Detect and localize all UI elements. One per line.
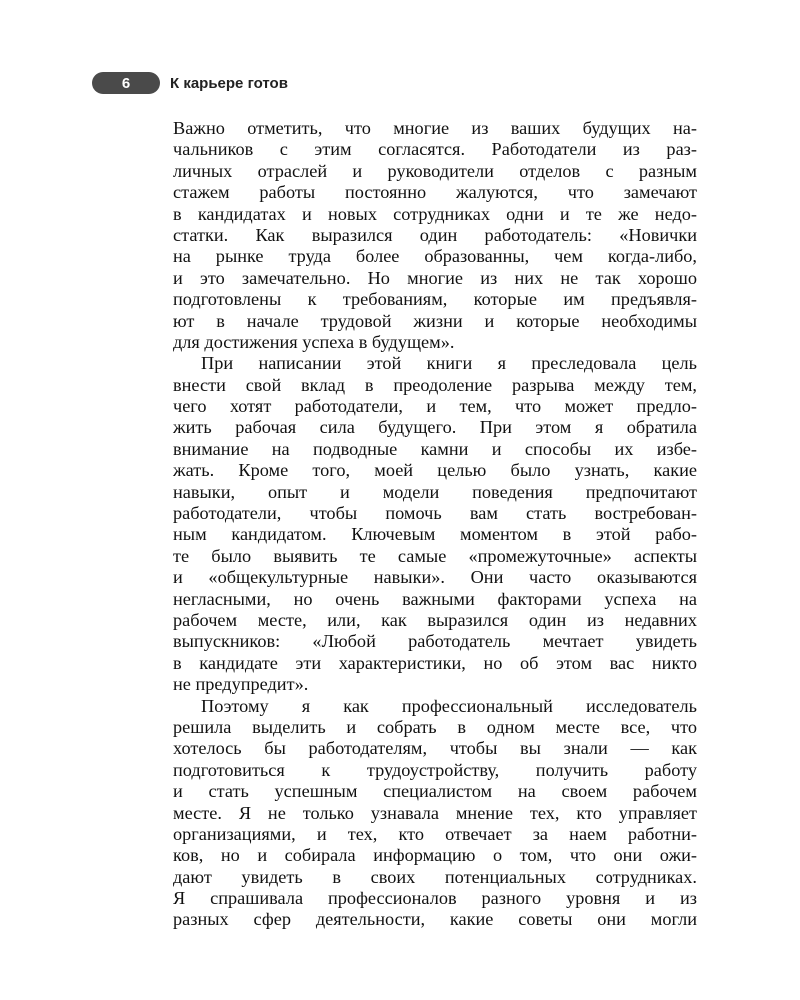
text-line: в кандидате эти характеристики, но об этом вас никто	[173, 652, 697, 673]
text-line: и стать успешным специалистом на своем рабочем	[173, 781, 697, 802]
text-line: статки. Как выразился один работодатель: «Новички	[173, 224, 697, 245]
text-line: жить рабочая сила будущего. При этом я обратила	[173, 417, 697, 438]
text-line: на рынке труда более образованны, чем когда-либо,	[173, 246, 697, 267]
body-text	[173, 118, 697, 931]
text-line: работодатели, чтобы помочь вам стать востребован-	[173, 503, 697, 524]
text-line: личных отраслей и руководители отделов с разным	[173, 160, 697, 181]
text-line: внимание на подводные камни и способы их избе-	[173, 438, 697, 459]
text-line: подготовиться к трудоустройству, получить работу	[173, 759, 697, 780]
text-line: разных сфер деятельности, какие советы они могли	[173, 909, 697, 930]
text-line: ков, но и собирала информацию о том, что они ожи-	[173, 845, 697, 866]
text-line: жать. Кроме того, моей целью было узнать, какие	[173, 460, 697, 481]
text-line: подготовлены к требованиям, которые им предъявля-	[173, 289, 697, 310]
text-line: и «общекультурные навыки». Они часто оказываются	[173, 567, 697, 588]
page-header	[92, 72, 288, 94]
text-line: навыки, опыт и модели поведения предпочитают	[173, 481, 697, 502]
text-line: чего хотят работодатели, и тем, что может предло-	[173, 396, 697, 417]
text-line: организациями, и тех, кто отвечает за наем работни-	[173, 823, 697, 844]
text-line: рабочем месте, или, как выразился один из недавних	[173, 609, 697, 630]
text-line: стажем работы постоянно жалуются, что замечают	[173, 182, 697, 203]
page-number: 6	[121, 74, 131, 92]
page-number-badge	[92, 72, 160, 94]
text-line: в кандидатах и новых сотрудниках одни и те же недо-	[173, 203, 697, 224]
text-line: чальников с этим согласятся. Работодатели из раз-	[173, 139, 697, 160]
text-line: негласными, но очень важными факторами успеха на	[173, 588, 697, 609]
text-line: решила выделить и собрать в одном месте все, что	[173, 716, 697, 737]
text-line: месте. Я не только узнавала мнение тех, кто управляет	[173, 802, 697, 823]
text-line: внести свой вклад в преодоление разрыва между тем,	[173, 374, 697, 395]
running-title: К карьере готов	[170, 74, 288, 92]
text-line: и это замечательно. Но многие из них не так хорошо	[173, 267, 697, 288]
text-line: При написании этой книги я преследовала цель	[201, 353, 697, 374]
text-line: ным кандидатом. Ключевым моментом в этой рабо-	[173, 524, 697, 545]
text-line: дают увидеть в своих потенциальных сотрудниках.	[173, 866, 697, 887]
text-line: Я спрашивала профессионалов разного уровня и из	[173, 888, 697, 909]
text-line: не предупредит».	[173, 674, 309, 695]
text-line: Поэтому я как профессиональный исследователь	[201, 695, 697, 716]
text-line: ют в начале трудовой жизни и которые необходимы	[173, 310, 697, 331]
text-line: Важно отметить, что многие из ваших будущих на-	[173, 118, 697, 138]
text-line: выпускников: «Любой работодатель мечтает увидеть	[173, 631, 697, 652]
text-line: для достижения успеха в будущем».	[173, 331, 455, 352]
text-line: те было выявить те самые «промежуточные» аспекты	[173, 545, 697, 566]
text-line: хотелось бы работодателям, чтобы вы знали — как	[173, 738, 697, 759]
